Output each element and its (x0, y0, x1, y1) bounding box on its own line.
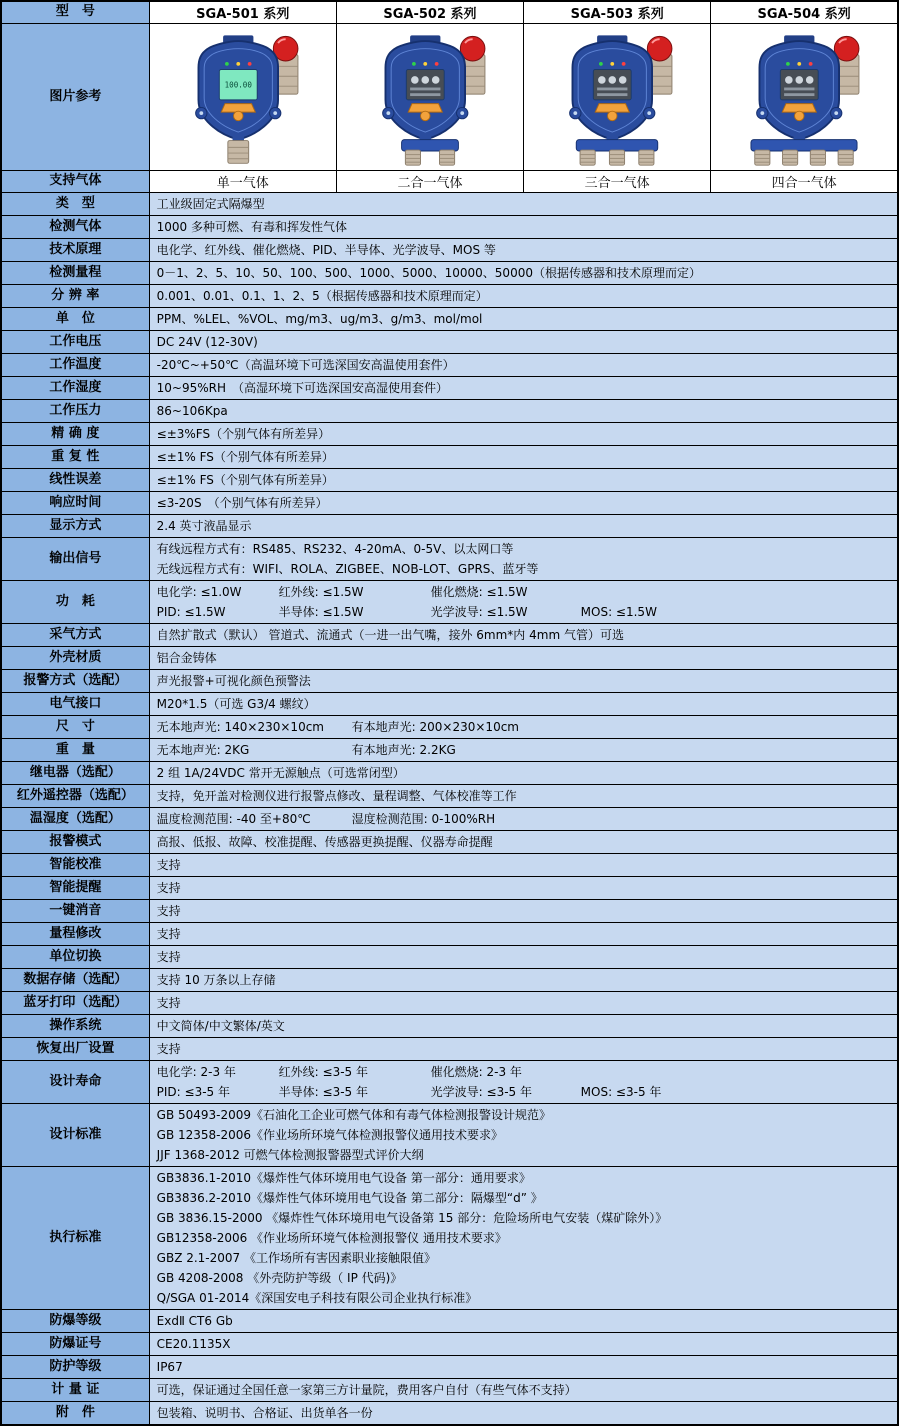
spec-value-line: 高报、低报、故障、校准提醒、传感器更换提醒、仪器寿命提醒 (156, 835, 493, 849)
spec-value-line: 有线远程方式有：RS485、RS232、4-20mA、0-5V、以太网口等 (156, 542, 514, 556)
row-label: 输出信号 (1, 538, 149, 581)
spec-value-segment: MOS: ≤1.5W (580, 605, 657, 619)
row-label: 恢复出厂设置 (1, 1038, 149, 1061)
table-row (1, 1333, 898, 1356)
spec-value (149, 1333, 898, 1356)
product-image-cell (336, 24, 523, 171)
spec-value-line: 中文简体/中文繁体/英文 (156, 1019, 285, 1033)
row-label: 温湿度（选配） (1, 808, 149, 831)
table-row (1, 423, 898, 446)
spec-value-segment: 红外线: ≤1.5W (278, 585, 364, 599)
spec-value-line (157, 717, 890, 737)
spec-value (149, 1310, 898, 1333)
row-label: 采气方式 (1, 624, 149, 647)
spec-value-segment: 半导体: ≤1.5W (278, 605, 364, 619)
spec-value-segment: PID: ≤3-5 年 (156, 1085, 230, 1099)
row-label: 执行标准 (1, 1167, 149, 1310)
spec-value (149, 515, 898, 538)
row-label: 分 辨 率 (1, 285, 149, 308)
row-label: 智能校准 (1, 854, 149, 877)
spec-value (149, 1356, 898, 1379)
spec-value-segment: 温度检测范围: -40 至+80℃ (156, 812, 311, 826)
spec-value (149, 624, 898, 647)
spec-value-line: ≤±3%FS（个别气体有所差异） (156, 427, 331, 441)
row-label: 重 量 (1, 739, 149, 762)
spec-value (149, 400, 898, 423)
sensor-cylinder (838, 150, 853, 165)
row-label: 工作温度 (1, 354, 149, 377)
supported-gas: 单一气体 (149, 171, 336, 193)
spec-value (149, 946, 898, 969)
sensor-cylinder (783, 150, 798, 165)
spec-value-segment: 无本地声光: 2KG (156, 743, 250, 757)
table-row (1, 1, 898, 24)
table-row (1, 670, 898, 693)
spec-value-line: 支持，免开盖对检测仪进行报警点修改、量程调整、气体校准等工作 (156, 789, 517, 803)
sensor-cylinder (405, 150, 420, 165)
table-row (1, 762, 898, 785)
row-label: 图片参考 (1, 24, 149, 171)
detector-screen (219, 70, 257, 100)
spec-value (149, 193, 898, 216)
row-label: 电气接口 (1, 693, 149, 716)
row-label: 检测量程 (1, 262, 149, 285)
table-row (1, 739, 898, 762)
spec-value (149, 354, 898, 377)
row-label: 型 号 (1, 1, 149, 24)
spec-value (149, 854, 898, 877)
spec-value (149, 739, 898, 762)
spec-value-segment: MOS: ≤3-5 年 (580, 1085, 662, 1099)
table-row (1, 193, 898, 216)
table-row (1, 992, 898, 1015)
spec-value (149, 1402, 898, 1426)
spec-value (149, 538, 898, 581)
spec-value-segment: 光学波导: ≤1.5W (430, 605, 528, 619)
spec-value-line: 0－1、2、5、10、50、100、500、1000、5000、10000、50000（根据传感器和技术原理而定） (156, 266, 701, 280)
spec-value-segment: 红外线: ≤3-5 年 (278, 1065, 368, 1079)
spec-value-segment: 光学波导: ≤3-5 年 (430, 1085, 532, 1099)
spec-value-line: 10~95%RH （高湿环境下可选深国安高湿使用套件） (156, 381, 449, 395)
table-row (1, 24, 898, 171)
table-row (1, 262, 898, 285)
spec-value-line (157, 740, 890, 760)
table-row (1, 1310, 898, 1333)
row-label: 重 复 性 (1, 446, 149, 469)
spec-value-line: 可选，保证通过全国任意一家第三方计量院，费用客户自付（有些气体不支持） (156, 1383, 577, 1397)
spec-value-line: 无线远程方式有：WIFI、ROLA、ZIGBEE、NOB-LOT、GPRS、蓝牙等 (156, 562, 539, 576)
spec-value (149, 785, 898, 808)
sensor-manifold (751, 140, 857, 151)
table-row (1, 377, 898, 400)
spec-value (149, 969, 898, 992)
spec-value (149, 670, 898, 693)
spec-value-line: CE20.1135X (156, 1337, 231, 1351)
spec-value-line: 支持 (156, 858, 181, 872)
spec-value-line: 支持 (156, 927, 181, 941)
table-row (1, 216, 898, 239)
sensor-cylinder (610, 150, 625, 165)
spec-value-line: 支持 (156, 950, 181, 964)
spec-value-line: M20*1.5（可选 G3/4 螺纹） (156, 697, 316, 711)
sensor-cylinder (228, 141, 249, 164)
spec-value (149, 469, 898, 492)
product-image-cell (524, 24, 711, 171)
row-label: 防护等级 (1, 1356, 149, 1379)
spec-value-segment: 有本地声光: 2.2KG (351, 743, 456, 757)
spec-value (149, 1104, 898, 1167)
model-name: SGA-503 系列 (524, 1, 711, 24)
spec-value-line: DC 24V (12-30V) (156, 335, 258, 349)
spec-value-line: 支持 (156, 904, 181, 918)
row-label: 智能提醒 (1, 877, 149, 900)
table-row (1, 831, 898, 854)
row-label: 支持气体 (1, 171, 149, 193)
row-label: 红外遥控器（选配） (1, 785, 149, 808)
row-label: 技术原理 (1, 239, 149, 262)
spec-value-line: 支持 (156, 1042, 181, 1056)
row-label: 继电器（选配） (1, 762, 149, 785)
spec-value (149, 647, 898, 670)
table-row (1, 946, 898, 969)
spec-value-line: 声光报警+可视化颜色预警法 (156, 674, 311, 688)
table-row (1, 923, 898, 946)
spec-value (149, 1167, 898, 1310)
spec-value (149, 285, 898, 308)
sensor-cylinder (580, 150, 595, 165)
table-row (1, 331, 898, 354)
spec-value (149, 1038, 898, 1061)
spec-value (149, 239, 898, 262)
detector-screen (406, 70, 444, 100)
spec-value (149, 446, 898, 469)
table-row (1, 469, 898, 492)
spec-table-body (1, 1, 898, 1425)
model-name: SGA-501 系列 (149, 1, 336, 24)
row-label: 工作电压 (1, 331, 149, 354)
table-row (1, 1015, 898, 1038)
spec-value-line: ExdⅡ CT6 Gb (156, 1314, 233, 1328)
table-row (1, 693, 898, 716)
spec-value-line (157, 582, 890, 602)
row-label: 单位切换 (1, 946, 149, 969)
spec-value-line: 86~106Kpa (156, 404, 228, 418)
spec-value-line: 包装箱、说明书、合格证、出货单各一份 (156, 1406, 373, 1420)
table-row (1, 854, 898, 877)
supported-gas: 三合一气体 (524, 171, 711, 193)
spec-value-line: ≤±1% FS（个别气体有所差异） (156, 450, 334, 464)
row-label: 量程修改 (1, 923, 149, 946)
sensor-cylinder (439, 150, 454, 165)
supported-gas: 四合一气体 (711, 171, 898, 193)
spec-value-line: 1000 多种可燃、有毒和挥发性气体 (156, 220, 348, 234)
table-row (1, 1038, 898, 1061)
spec-value-line: GB 50493-2009《石油化工企业可燃气体和有毒气体检测报警设计规范》 (156, 1108, 552, 1122)
supported-gas: 二合一气体 (336, 171, 523, 193)
table-row (1, 716, 898, 739)
spec-value-line: 支持 (156, 996, 181, 1010)
spec-value-line: 铝合金铸体 (156, 651, 217, 665)
row-label: 功 耗 (1, 581, 149, 624)
spec-value-segment: 湿度检测范围: 0-100%RH (351, 812, 496, 826)
row-label: 计 量 证 (1, 1379, 149, 1402)
spec-value (149, 262, 898, 285)
spec-value-line: GB12358-2006 《作业场所环境气体检测报警仪 通用技术要求》 (156, 1231, 507, 1245)
spec-value-segment: 无本地声光: 140×230×10cm (156, 720, 324, 734)
spec-value (149, 423, 898, 446)
spec-value (149, 877, 898, 900)
row-label: 单 位 (1, 308, 149, 331)
spec-value-line: -20℃~+50℃（高温环境下可选深国安高温使用套件） (156, 358, 455, 372)
spec-value-line: GB3836.2-2010《爆炸性气体环境用电气设备 第二部分：隔爆型“d” 》 (156, 1191, 543, 1205)
table-row (1, 624, 898, 647)
spec-value (149, 900, 898, 923)
spec-value (149, 1379, 898, 1402)
table-row (1, 285, 898, 308)
table-row (1, 581, 898, 624)
table-row (1, 538, 898, 581)
row-label: 工作压力 (1, 400, 149, 423)
table-row (1, 1402, 898, 1426)
row-label: 线性误差 (1, 469, 149, 492)
row-label: 防爆证号 (1, 1333, 149, 1356)
row-label: 类 型 (1, 193, 149, 216)
spec-value-line: 工业级固定式隔爆型 (156, 197, 265, 211)
table-row (1, 515, 898, 538)
product-image-cell (711, 24, 898, 171)
spec-value-line: GB 4208-2008 《外壳防护等级（ IP 代码)》 (156, 1271, 403, 1285)
row-label: 操作系统 (1, 1015, 149, 1038)
spec-value-line: JJF 1368-2012 可燃气体检测报警器型式评价大纲 (156, 1148, 424, 1162)
spec-value-line: IP67 (156, 1360, 183, 1374)
spec-value-segment: 半导体: ≤3-5 年 (278, 1085, 368, 1099)
spec-value-line (157, 602, 890, 622)
table-row (1, 808, 898, 831)
spec-value (149, 308, 898, 331)
row-label: 精 确 度 (1, 423, 149, 446)
table-row (1, 1061, 898, 1104)
spec-value-line (157, 809, 890, 829)
table-row (1, 647, 898, 670)
table-row (1, 1104, 898, 1167)
row-label: 蓝牙打印（选配） (1, 992, 149, 1015)
table-row (1, 492, 898, 515)
row-label: 附 件 (1, 1402, 149, 1426)
detector-screen (780, 70, 818, 100)
product-image-cell (149, 24, 336, 171)
spec-value-line: 2 组 1A/24VDC 常开无源触点（可选常闭型） (156, 766, 405, 780)
svg-text:100.00: 100.00 (224, 80, 252, 90)
model-name: SGA-504 系列 (711, 1, 898, 24)
spec-value (149, 492, 898, 515)
table-row (1, 1167, 898, 1310)
table-row (1, 239, 898, 262)
table-row (1, 400, 898, 423)
spec-value (149, 923, 898, 946)
row-label: 报警模式 (1, 831, 149, 854)
sga-503-product-image (527, 27, 707, 167)
row-label: 尺 寸 (1, 716, 149, 739)
spec-value (149, 331, 898, 354)
row-label: 数据存储（选配） (1, 969, 149, 992)
sensor-cylinder (639, 150, 654, 165)
detector-screen (593, 70, 631, 100)
spec-value (149, 1015, 898, 1038)
spec-value-line: GB3836.1-2010《爆炸性气体环境用电气设备 第一部分：通用要求》 (156, 1171, 531, 1185)
sga-502-product-image (340, 27, 520, 167)
spec-value (149, 762, 898, 785)
spec-value-segment: 电化学: ≤1.0W (156, 585, 242, 599)
spec-value (149, 216, 898, 239)
table-row (1, 1356, 898, 1379)
row-label: 设计标准 (1, 1104, 149, 1167)
spec-value-line: 支持 10 万条以上存储 (156, 973, 276, 987)
table-row (1, 877, 898, 900)
spec-value-line: 自然扩散式（默认） 管道式、流通式（一进一出气嘴，接外 6mm*内 4mm 气管）可选 (156, 628, 624, 642)
spec-value-segment: 电化学: 2-3 年 (156, 1065, 236, 1079)
spec-value (149, 693, 898, 716)
sensor-cylinder (810, 150, 825, 165)
row-label: 检测气体 (1, 216, 149, 239)
sga-501-product-image (153, 27, 333, 167)
spec-value-segment: 有本地声光: 200×230×10cm (351, 720, 519, 734)
spec-value (149, 377, 898, 400)
row-label: 设计寿命 (1, 1061, 149, 1104)
row-label: 响应时间 (1, 492, 149, 515)
table-row (1, 354, 898, 377)
table-row (1, 900, 898, 923)
spec-value-line: 0.001、0.01、0.1、1、2、5（根据传感器和技术原理而定） (156, 289, 488, 303)
spec-value-line: PPM、%LEL、%VOL、mg/m3、ug/m3、g/m3、mol/mol (156, 312, 483, 326)
spec-value-segment: 催化燃烧: 2-3 年 (430, 1065, 522, 1079)
spec-value-line: GB 3836.15-2000 《爆炸性气体环境用电气设备第 15 部分：危险场所电气安装（煤矿除外）》 (156, 1211, 668, 1225)
spec-value (149, 808, 898, 831)
spec-value-line: Q/SGA 01-2014《深国安电子科技有限公司企业执行标准》 (156, 1291, 478, 1305)
spec-value-line: 电化学、红外线、催化燃烧、PID、半导体、光学波导、MOS 等 (156, 243, 496, 257)
spec-value-line: GBZ 2.1-2007 《工作场所有害因素职业接触限值》 (156, 1251, 436, 1265)
spec-value-segment: 催化燃烧: ≤1.5W (430, 585, 528, 599)
table-row (1, 785, 898, 808)
spec-value-line: GB 12358-2006《作业场所环境气体检测报警仪通用技术要求》 (156, 1128, 504, 1142)
row-label: 报警方式（选配） (1, 670, 149, 693)
table-row (1, 308, 898, 331)
row-label: 一键消音 (1, 900, 149, 923)
sensor-cylinder (755, 150, 770, 165)
spec-value (149, 831, 898, 854)
spec-value (149, 716, 898, 739)
table-row (1, 446, 898, 469)
spec-value-line (157, 1082, 890, 1102)
spec-value-line: ≤±1% FS（个别气体有所差异） (156, 473, 334, 487)
spec-value-line: 支持 (156, 881, 181, 895)
spec-value-segment: PID: ≤1.5W (156, 605, 226, 619)
spec-value-line: 2.4 英寸液晶显示 (156, 519, 252, 533)
sensor-manifold (402, 140, 459, 151)
model-name: SGA-502 系列 (336, 1, 523, 24)
table-row (1, 171, 898, 193)
sensor-manifold (576, 140, 657, 151)
spec-value (149, 581, 898, 624)
row-label: 工作湿度 (1, 377, 149, 400)
row-label: 外壳材质 (1, 647, 149, 670)
table-row (1, 1379, 898, 1402)
spec-value (149, 992, 898, 1015)
sga-504-product-image (714, 27, 894, 167)
row-label: 显示方式 (1, 515, 149, 538)
spec-value (149, 1061, 898, 1104)
spec-value-line (157, 1062, 890, 1082)
table-row (1, 969, 898, 992)
row-label: 防爆等级 (1, 1310, 149, 1333)
spec-value-line: ≤3-20S （个别气体有所差异） (156, 496, 328, 510)
